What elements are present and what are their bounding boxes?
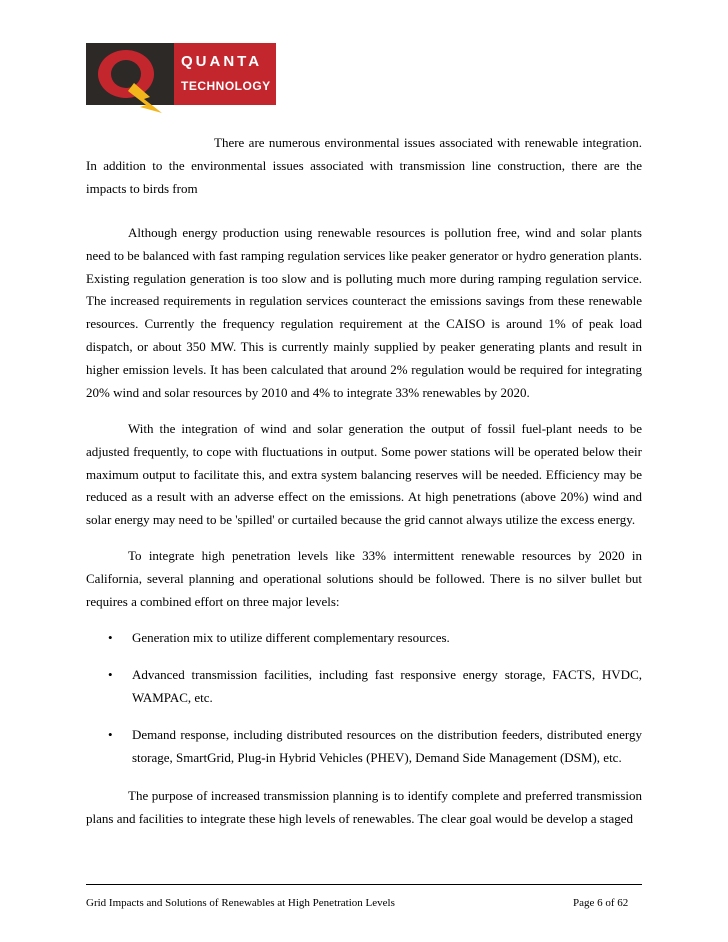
bullet-symbol: •: [108, 727, 113, 742]
logo-word-quanta: QUANTA: [181, 53, 263, 70]
bullet-symbol: •: [108, 630, 113, 645]
paragraph-integration-solutions: To integrate high penetration levels like 33% intermittent renewable resources by 2020 in California, several planning and operational solutions should be followed. There is no silver bullet but requires a combined effort on three major levels:: [86, 548, 642, 609]
footer-page-number: Page 6 of 62: [573, 897, 629, 909]
bullet-item: Generation mix to utilize different complementary resources.: [132, 630, 450, 645]
footer-divider: [86, 884, 642, 885]
footer-document-title: Grid Impacts and Solutions of Renewables at High Penetration Levels: [86, 897, 395, 909]
paragraph-regulation-services: Although energy production using renewable resources is pollution free, wind and solar plants need to be balanced with fast ramping regulation services like peaker generator or hydro generation plants. Existing regulation generation is too slow and is polluting much more during ramping regulation service. The increased requirements in regulation services counteract the emissions savings from these renewable resources. Currently the frequency regulation requirement at the CAISO is around 1% of peak load dispatch, or about 350 MW. This is currently mainly supplied by peaker generating plants and result in higher emission levels. It has been calculated that around 2% regulation would be required for integrating 20% wind and solar resources by 2010 and 4% to integrate 33% renewables by 2020.: [86, 225, 642, 400]
bullet-item: Advanced transmission facilities, including fast responsive energy storage, FACTS, HVDC, WAMPAC, etc.: [132, 667, 642, 705]
paragraph-transmission-planning: The purpose of increased transmission planning is to identify complete and preferred transmission plans and facilities to integrate these high levels of renewables. The clear goal would be develop a staged: [86, 788, 642, 826]
bullet-symbol: •: [108, 667, 113, 682]
bullet-item: Demand response, including distributed resources on the distribution feeders, distributed energy storage, SmartGrid, Plug-in Hybrid Vehicles (PHEV), Demand Side Management (DSM), etc.: [132, 727, 642, 765]
logo-word-technology: TECHNOLOGY: [181, 79, 271, 93]
quanta-technology-logo: [86, 43, 276, 105]
paragraph-environmental-issues: There are numerous environmental issues associated with renewable integration. In addition to the environmental issues associated with transmission line construction, there are the impacts to birds from: [86, 135, 642, 196]
paragraph-fossil-fuel-adjustment: With the integration of wind and solar generation the output of fossil fuel-plant needs to be adjusted frequently, to cope with fluctuations in output. Some power stations will be operated below their maximum output to facilitate this, and extra system balancing reserves will be needed. Efficiency may be reduced as a result with an adverse effect on the emissions. At high penetrations (above 20%) wind and solar energy may need to be 'spilled' or curtailed because the grid cannot always utilize the excess energy.: [86, 421, 642, 528]
